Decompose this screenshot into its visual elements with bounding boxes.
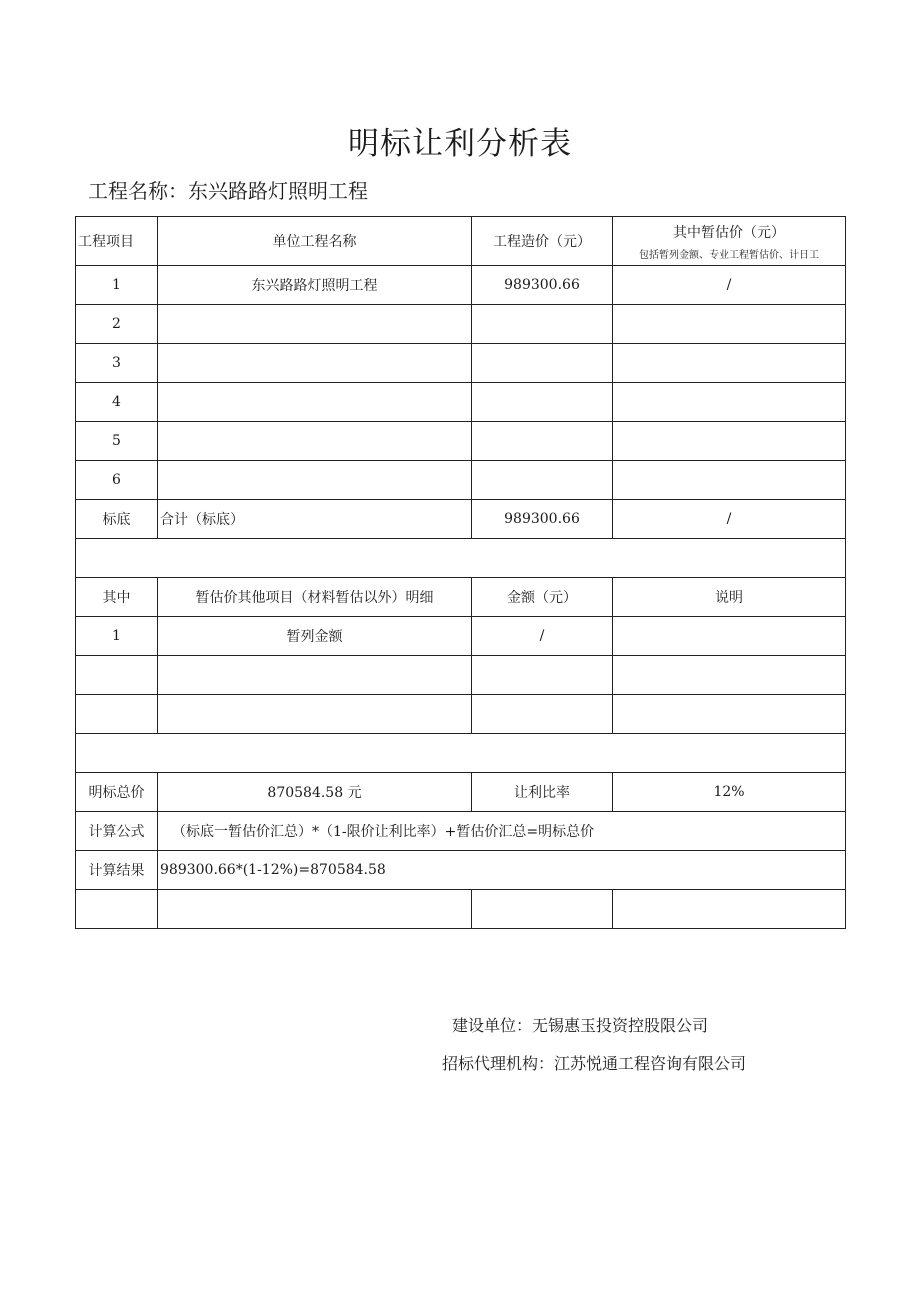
row-no: 2 [76, 305, 158, 344]
empty-row [76, 890, 846, 929]
owner-label: 建设单位： [452, 1016, 533, 1035]
row-cost [472, 305, 613, 344]
row-name [158, 461, 472, 500]
agent-line [442, 1051, 746, 1074]
row-cost: 989300.66 [472, 266, 613, 305]
owner-value: 无锡惠玉投资控股限公司 [532, 1016, 709, 1035]
row-name: 东兴路路灯照明工程 [158, 266, 472, 305]
spacer-cell [76, 539, 846, 578]
row-no: 1 [76, 266, 158, 305]
summary-formula-value: （标底一暂估价汇总）*（1-限价让利比率）+暂估价汇总=明标总价 [158, 812, 846, 851]
row-no: 4 [76, 383, 158, 422]
summary-rate-value: 12% [613, 773, 846, 812]
detail-note [613, 695, 846, 734]
row-provisional [613, 461, 846, 500]
detail-no: 1 [76, 617, 158, 656]
project-value: 东兴路路灯照明工程 [188, 179, 368, 203]
page-title: 明标让利分析表 [348, 126, 572, 162]
total-label: 标底 [76, 500, 158, 539]
detail-header-col3: 金额（元） [472, 578, 613, 617]
detail-header-col4: 说明 [613, 578, 846, 617]
row-name [158, 305, 472, 344]
row-cost [472, 461, 613, 500]
detail-amount [472, 656, 613, 695]
total-provisional: / [613, 500, 846, 539]
agent-value: 江苏悦通工程咨询有限公司 [554, 1054, 747, 1073]
summary-rate-label: 让利比率 [472, 773, 613, 812]
table-header-row [76, 217, 846, 266]
detail-name [158, 656, 472, 695]
detail-row [76, 656, 846, 695]
row-cost [472, 422, 613, 461]
detail-no [76, 656, 158, 695]
row-cost [472, 383, 613, 422]
table-row [76, 266, 846, 305]
row-provisional [613, 383, 846, 422]
project-name [88, 175, 368, 204]
row-provisional [613, 344, 846, 383]
detail-row [76, 617, 846, 656]
row-name [158, 344, 472, 383]
header-provisional-label: 其中暂估价（元） [673, 224, 785, 241]
row-provisional: / [613, 266, 846, 305]
summary-price-row [76, 773, 846, 812]
total-name: 合计（标底） [158, 500, 472, 539]
row-no: 6 [76, 461, 158, 500]
table-row [76, 305, 846, 344]
summary-price-label: 明标总价 [76, 773, 158, 812]
empty-cell [76, 890, 158, 929]
row-provisional [613, 305, 846, 344]
summary-formula-label: 计算公式 [76, 812, 158, 851]
total-cost: 989300.66 [472, 500, 613, 539]
table-row [76, 461, 846, 500]
detail-name [158, 695, 472, 734]
summary-result-value: 989300.66*(1-12%)=870584.58 [158, 851, 846, 890]
header-cost: 工程造价（元） [472, 217, 613, 266]
project-label: 工程名称： [88, 179, 188, 203]
table-row [76, 422, 846, 461]
row-name [158, 422, 472, 461]
detail-header-col2: 暂估价其他项目（材料暂估以外）明细 [158, 578, 472, 617]
spacer-row [76, 734, 846, 773]
summary-formula-row [76, 812, 846, 851]
row-cost [472, 344, 613, 383]
owner-line [452, 1013, 708, 1036]
row-name [158, 383, 472, 422]
detail-amount: / [472, 617, 613, 656]
detail-header-col1: 其中 [76, 578, 158, 617]
detail-name: 暂列金额 [158, 617, 472, 656]
spacer-cell [76, 734, 846, 773]
row-no: 3 [76, 344, 158, 383]
detail-no [76, 695, 158, 734]
empty-cell [613, 890, 846, 929]
spacer-row [76, 539, 846, 578]
analysis-table [75, 216, 846, 929]
detail-note [613, 617, 846, 656]
header-provisional [613, 217, 846, 266]
agent-label: 招标代理机构： [442, 1054, 555, 1073]
row-no: 5 [76, 422, 158, 461]
summary-result-row [76, 851, 846, 890]
detail-header-row [76, 578, 846, 617]
row-provisional [613, 422, 846, 461]
detail-row [76, 695, 846, 734]
empty-cell [472, 890, 613, 929]
header-unit-name: 单位工程名称 [158, 217, 472, 266]
detail-amount [472, 695, 613, 734]
detail-note [613, 656, 846, 695]
header-provisional-note: 包括暂列金额、专业工程暂估价、计日工 [639, 249, 819, 261]
empty-cell [158, 890, 472, 929]
header-project-item: 工程项目 [76, 217, 158, 266]
table-row [76, 344, 846, 383]
summary-result-label: 计算结果 [76, 851, 158, 890]
summary-price-value: 870584.58 元 [158, 773, 472, 812]
table-row [76, 383, 846, 422]
total-row [76, 500, 846, 539]
